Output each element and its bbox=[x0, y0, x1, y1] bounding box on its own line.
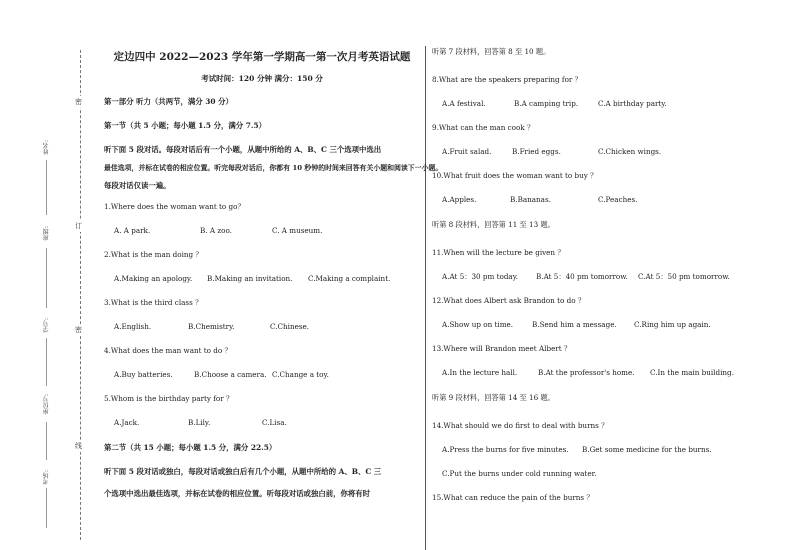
part1-heading: 第一部分 听力（共两节，满分 30 分） bbox=[104, 97, 233, 106]
options-14-row1 bbox=[442, 444, 712, 456]
option-10b: B.Bananas. bbox=[510, 195, 551, 204]
note-section-7: 听第 7 段材料，回答第 8 至 10 题。 bbox=[432, 47, 551, 56]
option-3c: C.Chinese. bbox=[270, 322, 310, 331]
seal-char-4: 线 bbox=[75, 442, 82, 450]
instruction1-line2: 最佳选项，并标在试卷的相应位置。听完每段对话后，你都有 10 秒钟的时间来回答有关小题和阅读下一小题。 bbox=[104, 164, 443, 172]
class-line bbox=[46, 248, 47, 308]
options-2 bbox=[114, 273, 390, 285]
option-1a: A. A park. bbox=[114, 226, 151, 235]
question-12: 12.What does Albert ask Brandon to do ？ bbox=[432, 296, 586, 305]
option-3b: B.Chemistry. bbox=[188, 322, 235, 331]
option-8a: A.A festival. bbox=[442, 99, 486, 108]
option-4a: A.Buy batteries. bbox=[114, 370, 173, 379]
question-8: 8.What are the speakers preparing for ？ bbox=[432, 75, 582, 84]
option-8b: B.A camping trip. bbox=[514, 99, 579, 108]
option-5c: C.Lisa. bbox=[262, 418, 287, 427]
options-1 bbox=[114, 225, 322, 237]
option-11a: A.At 5：30 pm today. bbox=[442, 272, 519, 281]
exam-room-line bbox=[46, 488, 47, 528]
student-id-line bbox=[46, 338, 47, 386]
option-10c: C.Peaches. bbox=[598, 195, 638, 204]
question-13: 13.Where will Brandon meet Albert ？ bbox=[432, 344, 572, 353]
section1-heading: 第一节（共 5 小题；每小题 1.5 分，满分 7.5） bbox=[104, 121, 266, 130]
binding-margin bbox=[0, 0, 100, 550]
instruction1-line1: 听下面 5 段对话。每段对话后有一个小题，从题中所给的 A、B、C 三个选项中选出 bbox=[104, 145, 382, 154]
class-label: 班级: bbox=[43, 226, 50, 241]
question-11: 11.When will the lecture be given ？ bbox=[432, 248, 565, 257]
options-10 bbox=[442, 194, 637, 206]
option-2b: B.Making an invitation. bbox=[207, 274, 293, 283]
instruction1-line3: 每段对话仅读一遍。 bbox=[104, 181, 171, 190]
option-3a: A.English. bbox=[114, 322, 152, 331]
option-11c: C.At 5：50 pm tomorrow. bbox=[638, 272, 730, 281]
question-1: 1.Where does the woman want to go？ bbox=[104, 202, 245, 211]
exam-info: 考试时间：120 分钟 满分：150 分 bbox=[201, 74, 323, 83]
student-id-label: 学号: bbox=[43, 318, 50, 333]
option-13a: A.In the lecture hall. bbox=[442, 368, 518, 377]
option-9a: A.Fruit salad. bbox=[442, 147, 492, 156]
option-1b: B. A zoo. bbox=[200, 226, 232, 235]
option-2c: C.Making a complaint. bbox=[308, 274, 391, 283]
options-11 bbox=[442, 271, 730, 283]
name-label: 姓名: bbox=[43, 140, 50, 155]
option-11b: B.At 5：40 pm tomorrow. bbox=[536, 272, 628, 281]
question-10: 10.What fruit does the woman want to buy ？ bbox=[432, 171, 598, 180]
options-4 bbox=[114, 369, 329, 381]
option-9b: B.Fried eggs. bbox=[512, 147, 561, 156]
option-10a: A.Apples. bbox=[442, 195, 477, 204]
options-5 bbox=[114, 417, 287, 429]
note-section-8: 听第 8 段材料，回答第 11 至 13 题。 bbox=[432, 220, 555, 229]
question-5: 5.Whom is the birthday party for ？ bbox=[104, 394, 234, 403]
option-2a: A.Making an apology. bbox=[114, 274, 193, 283]
seal-char-2: 订 bbox=[75, 222, 82, 230]
question-15: 15.What can reduce the pain of the burns ？ bbox=[432, 493, 594, 502]
seal-char-3: 密 bbox=[75, 326, 82, 334]
note-section-9: 听第 9 段材料，回答第 14 至 16 题。 bbox=[432, 393, 555, 402]
option-5a: A.Jack. bbox=[114, 418, 140, 427]
option-12b: B.Send him a message. bbox=[532, 320, 617, 329]
option-9c: C.Chicken wings. bbox=[598, 147, 662, 156]
options-14-row2 bbox=[442, 468, 597, 480]
question-9: 9.What can the man cook ？ bbox=[432, 123, 535, 132]
option-12a: A.Show up on time. bbox=[442, 320, 514, 329]
exam-title: 定边四中 2022—2023 学年第一学期高一第一次月考英语试题 bbox=[113, 51, 411, 63]
option-4c: C.Change a toy. bbox=[272, 370, 329, 379]
question-14: 14.What should we do first to deal with burns ？ bbox=[432, 421, 609, 430]
option-4b: B.Choose a camera. bbox=[194, 370, 267, 379]
seat-label: 座位号: bbox=[43, 394, 50, 415]
option-14b: B.Get some medicine for the burns. bbox=[582, 445, 712, 454]
options-9 bbox=[442, 146, 661, 158]
option-1c: C. A museum. bbox=[272, 226, 323, 235]
instruction2-line2: 个选项中选出最佳选项，并标在试卷的相应位置。听每段对话或独白前，你将有时 bbox=[104, 489, 371, 498]
option-5b: B.Lily. bbox=[188, 418, 211, 427]
option-13b: B.At the professor's home. bbox=[538, 368, 635, 377]
instruction2-line1: 听下面 5 段对话或独白，每段对话或独白后有几个小题，从题中所给的 A、B、C 三 bbox=[104, 467, 382, 476]
seal-dashed-line bbox=[80, 50, 81, 540]
seal-char-1: 密 bbox=[75, 98, 82, 106]
question-4: 4.What does the man want to do ？ bbox=[104, 346, 232, 355]
options-8 bbox=[442, 98, 667, 110]
seat-line bbox=[46, 422, 47, 460]
option-14a: A.Press the burns for five minutes. bbox=[442, 445, 569, 454]
question-2: 2.What is the man doing ？ bbox=[104, 250, 203, 259]
column-divider bbox=[425, 46, 426, 550]
name-line bbox=[46, 160, 47, 215]
option-14c: C.Put the burns under cold running water. bbox=[442, 469, 597, 478]
options-12 bbox=[442, 319, 711, 331]
section2-heading: 第二节（共 15 小题；每小题 1.5 分，满分 22.5） bbox=[104, 443, 277, 452]
option-8c: C.A birthday party. bbox=[598, 99, 667, 108]
option-13c: C.In the main building. bbox=[650, 368, 734, 377]
option-12c: C.Ring him up again. bbox=[634, 320, 711, 329]
exam-room-label: 考场: bbox=[43, 470, 50, 485]
question-3: 3.What is the third class ？ bbox=[104, 298, 203, 307]
options-3 bbox=[114, 321, 309, 333]
options-13 bbox=[442, 367, 734, 379]
